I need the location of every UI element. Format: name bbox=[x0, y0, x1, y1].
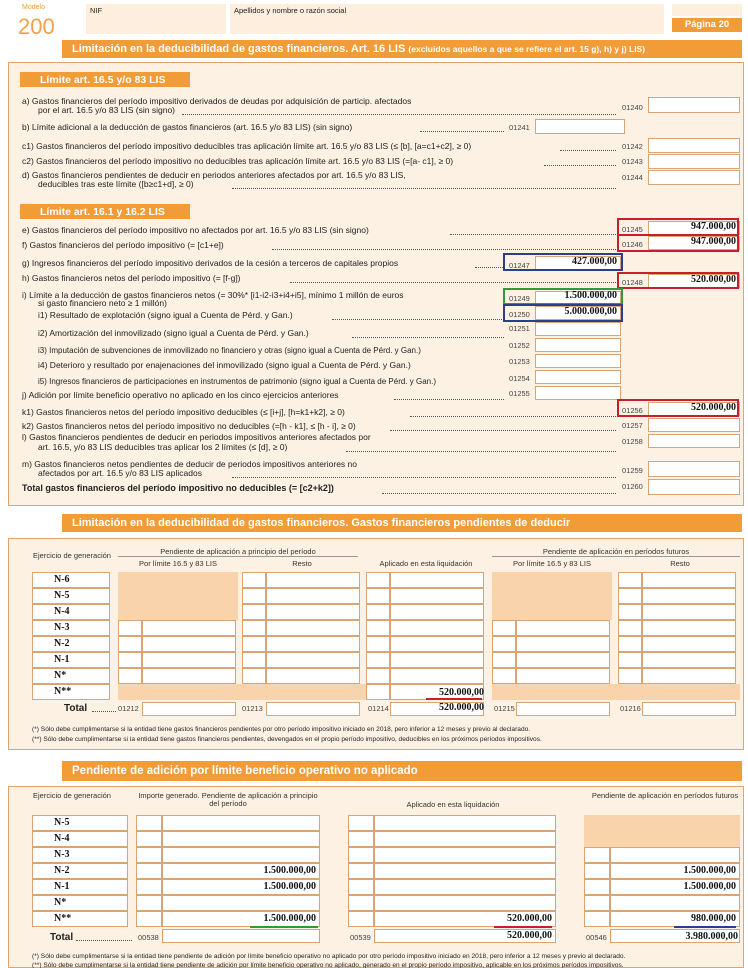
s3-tick-cell[interactable] bbox=[492, 668, 516, 684]
s3-shade-limite-left bbox=[118, 572, 238, 620]
section1-header: Límite art. 16.5 y/o 83 LIS bbox=[20, 72, 190, 87]
s3-value-cell[interactable] bbox=[642, 652, 736, 668]
code-01251: 01251 bbox=[509, 324, 530, 333]
s3-value-cell[interactable] bbox=[390, 652, 484, 668]
highlight-e-f-divider bbox=[617, 234, 739, 236]
modelo-number: 200 bbox=[18, 14, 55, 39]
s4-importe-cell[interactable] bbox=[162, 831, 320, 847]
s3-tick-cell[interactable] bbox=[242, 572, 266, 588]
s3-total-cell[interactable] bbox=[142, 702, 236, 716]
s3-nss-aplicado: 520.000,00 bbox=[439, 687, 484, 698]
value-01250: 5.000.000,00 bbox=[564, 306, 617, 317]
s3-tick-cell[interactable] bbox=[242, 652, 266, 668]
highlight-g bbox=[503, 253, 623, 271]
s4-note1: (*) Sólo debe cumplimentarse si la entidad tiene pendiente de adición por límite beneficio operativo no aplicado por otro período impositivo iniciado en 2018, pero inferior a 12 meses y previo al declarado. bbox=[32, 953, 626, 960]
field-01240[interactable] bbox=[648, 97, 740, 113]
s4-importe-cell[interactable] bbox=[162, 815, 320, 831]
line-a-dots bbox=[182, 114, 616, 115]
line-d-text2: deducibles tras este límite ([b≥c1+d], ≥ 0) bbox=[38, 179, 194, 189]
field-01260[interactable] bbox=[648, 479, 740, 495]
s4-tick-cell[interactable] bbox=[584, 879, 610, 895]
line-i5-text: i5) Ingresos financieros de participaciones en instrumentos de patrimonio (signo igual a Cuenta de Pérd. y Gan.) bbox=[38, 377, 436, 386]
code-01259: 01259 bbox=[622, 466, 643, 475]
section3-title: Limitación en la deducibilidad de gastos financieros. Gastos financieros pendientes de deducir bbox=[72, 517, 571, 529]
modelo-label: Modelo bbox=[22, 4, 45, 11]
s3-tick-cell[interactable] bbox=[118, 668, 142, 684]
s4-tick-cell[interactable] bbox=[136, 879, 162, 895]
field-01243[interactable] bbox=[648, 154, 740, 169]
line-c1-text: c1) Gastos financieros del período impositivo deducibles tras aplicación límite art. 16.5 y/o 83 LIS (≤ [b], [a=c1+c2], ≥ 0) bbox=[22, 141, 472, 151]
s4-aplicado-cell[interactable] bbox=[374, 879, 556, 895]
highlight-i bbox=[503, 288, 623, 305]
s3-value-cell[interactable] bbox=[390, 620, 484, 636]
s3-col-ejercicio: Ejercicio de generación bbox=[33, 551, 111, 560]
s3-value-cell[interactable] bbox=[516, 668, 610, 684]
s4-code-00546: 00546 bbox=[586, 933, 607, 942]
s4-tick-cell[interactable] bbox=[348, 879, 374, 895]
line-e-dots bbox=[450, 234, 616, 235]
s4-futuros-value: 980.000,00 bbox=[691, 913, 736, 924]
s3-value-cell[interactable] bbox=[390, 572, 484, 588]
s3-value-cell[interactable] bbox=[516, 636, 610, 652]
s4-futuros-cell[interactable] bbox=[610, 895, 740, 911]
s3-code-01213: 01213 bbox=[242, 704, 263, 713]
code-01244: 01244 bbox=[622, 173, 643, 182]
main-title bbox=[72, 43, 645, 55]
value-01245: 947.000,00 bbox=[691, 221, 736, 232]
s4-aplicado-value: 520.000,00 bbox=[507, 913, 552, 924]
s3-tick-cell[interactable] bbox=[242, 668, 266, 684]
s3-note2: (**) Sólo debe cumplimentarse si la entidad tiene gastos financieros pendientes, devengados en el propio período impositivo, deducibles en los próximos períodos impositivos. bbox=[32, 736, 542, 743]
field-01251[interactable] bbox=[535, 322, 621, 336]
s3-value-cell[interactable] bbox=[642, 620, 736, 636]
s4-year-label: N-1 bbox=[54, 881, 70, 892]
s3-tick-cell[interactable] bbox=[242, 604, 266, 620]
highlight-h bbox=[617, 272, 739, 289]
line-b-text: b) Límite adicional a la deducción de gastos financieros (art. 16.5 y/o 83 LIS) (sin signo) bbox=[22, 122, 353, 132]
line-b-dots bbox=[420, 131, 504, 132]
s4-aplicado-cell[interactable] bbox=[374, 863, 556, 879]
s3-shade-nss-right bbox=[492, 684, 740, 700]
s4-year-label: N** bbox=[54, 913, 72, 924]
s4-nss-aplicado-underline bbox=[494, 926, 552, 928]
s3-value-cell[interactable] bbox=[642, 572, 736, 588]
s3-tick-cell[interactable] bbox=[618, 620, 642, 636]
page-number: Página 20 bbox=[684, 19, 730, 30]
s3-total-cell[interactable] bbox=[516, 702, 610, 716]
s4-tick-cell[interactable] bbox=[136, 847, 162, 863]
main-title-text: Limitación en la deducibilidad de gastos financieros. Art. 16 LIS bbox=[72, 43, 406, 55]
s3-tick-cell[interactable] bbox=[492, 636, 516, 652]
field-01259[interactable] bbox=[648, 461, 740, 477]
code-01241: 01241 bbox=[509, 123, 530, 132]
field-01241[interactable] bbox=[535, 119, 625, 134]
s3-value-cell[interactable] bbox=[642, 636, 736, 652]
s3-year-label: N-5 bbox=[54, 590, 70, 601]
s4-tick-cell[interactable] bbox=[348, 911, 374, 927]
line-k1-dots bbox=[410, 416, 616, 417]
s3-code-01215: 01215 bbox=[494, 704, 515, 713]
code-01256: 01256 bbox=[622, 406, 643, 415]
s3-group-left: Pendiente de aplicación a principio del período bbox=[160, 547, 316, 556]
line-m-text: m) Gastos financieros netos pendientes de deducir de periodos impositivos anteriores no bbox=[22, 459, 357, 469]
s3-shade-limite-right bbox=[492, 572, 612, 620]
value-01249: 1.500.000,00 bbox=[564, 290, 617, 301]
s4-year-label: N-4 bbox=[54, 833, 70, 844]
code-01255: 01255 bbox=[509, 389, 530, 398]
line-c2-text: c2) Gastos financieros del período impositivo no deducibles tras aplicación límite art. 16.5 y/o 83 LIS (=[a- c1], ≥ 0) bbox=[22, 156, 454, 166]
s4-importe-cell[interactable] bbox=[162, 895, 320, 911]
s4-aplicado-cell[interactable] bbox=[374, 831, 556, 847]
line-l-text: l) Gastos financieros pendientes de deducir en periodos impositivos anteriores afectados por bbox=[22, 432, 371, 442]
s3-year-label: N-2 bbox=[54, 638, 70, 649]
s4-importe-value: 1.500.000,00 bbox=[263, 881, 316, 892]
s3-value-cell[interactable] bbox=[142, 636, 236, 652]
line-m-dots bbox=[232, 477, 616, 478]
s3-tick-cell[interactable] bbox=[242, 620, 266, 636]
s3-tick-cell[interactable] bbox=[492, 620, 516, 636]
s4-year-label: N* bbox=[54, 897, 67, 908]
line-d-dots bbox=[232, 188, 616, 189]
s3-col-limite-right: Por límite 16.5 y 83 LIS bbox=[513, 559, 591, 568]
total-line-text: Total gastos financieros del período impositivo no deducibles (= [c2+k2]) bbox=[22, 483, 334, 493]
line-j-dots bbox=[394, 399, 504, 400]
name-label: Apellidos y nombre o razón social bbox=[234, 6, 347, 15]
s4-col-ejercicio: Ejercicio de generación bbox=[33, 791, 111, 800]
s3-tick-cell[interactable] bbox=[618, 668, 642, 684]
s4-futuros-value: 1.500.000,00 bbox=[683, 865, 736, 876]
line-f-text: f) Gastos financieros del período impositivo (= [c1+e]) bbox=[22, 240, 224, 250]
s4-tick-cell[interactable] bbox=[136, 895, 162, 911]
s3-value-cell[interactable] bbox=[266, 652, 360, 668]
s3-group-right-rule bbox=[492, 556, 740, 557]
line-i1-dots bbox=[332, 319, 504, 320]
value-01247: 427.000,00 bbox=[572, 256, 617, 267]
s4-nss-futuros-underline bbox=[674, 926, 736, 928]
s4-tick-cell[interactable] bbox=[584, 895, 610, 911]
code-01249: 01249 bbox=[509, 294, 530, 303]
s3-year-label: N-3 bbox=[54, 622, 70, 633]
line-k2-dots bbox=[390, 430, 616, 431]
s4-tick-cell[interactable] bbox=[348, 863, 374, 879]
section2-header: Límite art. 16.1 y 16.2 LIS bbox=[20, 204, 190, 219]
s3-value-cell[interactable] bbox=[142, 668, 236, 684]
value-01246: 947.000,00 bbox=[691, 236, 736, 247]
s4-col-futuros: Pendiente de aplicación en períodos futuros bbox=[591, 791, 739, 800]
s3-group-left-rule bbox=[118, 556, 358, 557]
code-01254: 01254 bbox=[509, 374, 530, 383]
s4-importe-value: 1.500.000,00 bbox=[263, 913, 316, 924]
field-01257[interactable] bbox=[648, 418, 740, 432]
s4-futuros-cell[interactable] bbox=[610, 847, 740, 863]
s4-aplicado-cell[interactable] bbox=[374, 895, 556, 911]
s3-value-cell[interactable] bbox=[516, 620, 610, 636]
s3-value-cell[interactable] bbox=[266, 620, 360, 636]
value-01256: 520.000,00 bbox=[691, 402, 736, 413]
line-i1-text: i1) Resultado de explotación (signo igual a Cuenta de Pérd. y Gan.) bbox=[38, 310, 293, 320]
s4-futuros-value: 1.500.000,00 bbox=[683, 881, 736, 892]
s3-value-cell[interactable] bbox=[390, 668, 484, 684]
s4-tick-cell[interactable] bbox=[348, 815, 374, 831]
s4-tick-cell[interactable] bbox=[584, 911, 610, 927]
s3-tick-cell[interactable] bbox=[492, 652, 516, 668]
s3-year-label: N** bbox=[54, 686, 72, 697]
s3-tick-cell[interactable] bbox=[366, 604, 390, 620]
line-e-text: e) Gastos financieros del período impositivo no afectados por art. 16.5 y/o 83 LIS (sin signo) bbox=[22, 225, 369, 235]
line-f-dots bbox=[272, 249, 616, 250]
s4-tick-cell[interactable] bbox=[348, 847, 374, 863]
s4-note2: (**) Sólo debe cumplimentarse si la entidad tiene pendiente de adición por límite beneficio operativo no aplicado, generado en el propio período impositivo, aplicable en los próximos períodos impositivos. bbox=[32, 962, 624, 968]
code-01240: 01240 bbox=[622, 103, 643, 112]
s4-importe-cell[interactable] bbox=[162, 847, 320, 863]
s4-tick-cell[interactable] bbox=[136, 911, 162, 927]
s3-value-cell[interactable] bbox=[642, 668, 736, 684]
s3-value-cell[interactable] bbox=[266, 604, 360, 620]
s4-code-00538: 00538 bbox=[138, 933, 159, 942]
s3-group-right: Pendiente de aplicación en períodos futuros bbox=[542, 547, 690, 556]
line-i4-text: i4) Deterioro y resultado por enajenaciones del inmovilizado (signo igual a Cuenta de Pérd. y Gan.) bbox=[38, 360, 411, 370]
nif-label: NIF bbox=[90, 6, 103, 15]
s4-year-label: N-3 bbox=[54, 849, 70, 860]
s3-tick-cell[interactable] bbox=[366, 668, 390, 684]
s4-aplicado-cell[interactable] bbox=[374, 847, 556, 863]
line-h-text: h) Gastos financieros netos del período impositivo (= [f-g]) bbox=[22, 273, 241, 283]
s3-value-cell[interactable] bbox=[390, 604, 484, 620]
code-01247: 01247 bbox=[509, 261, 530, 270]
s3-total-cell[interactable] bbox=[642, 702, 736, 716]
s3-value-cell[interactable] bbox=[642, 588, 736, 604]
s3-tick-cell[interactable] bbox=[242, 636, 266, 652]
s4-col-importe: Importe generado. Pendiente de aplicación a principio del período bbox=[138, 791, 318, 808]
line-a-text2: por el art. 16.5 y/o 83 LIS (sin signo) bbox=[38, 105, 176, 115]
s3-value-cell[interactable] bbox=[516, 652, 610, 668]
s3-tick-cell[interactable] bbox=[618, 588, 642, 604]
field-01258[interactable] bbox=[648, 434, 740, 448]
highlight-i1 bbox=[503, 304, 623, 322]
line-k2-text: k2) Gastos financieros netos del período impositivo no deducibles (=[h - k1], ≤ [h - i], ≥ 0) bbox=[22, 421, 356, 431]
s3-tick-cell[interactable] bbox=[118, 620, 142, 636]
line-m-text2: afectados por art. 16.5 y/o 83 LIS aplicados bbox=[38, 468, 202, 478]
s3-tick-cell[interactable] bbox=[618, 652, 642, 668]
section4-title: Pendiente de adición por límite beneficio operativo no aplicado bbox=[72, 765, 418, 777]
s4-year-label: N-5 bbox=[54, 817, 70, 828]
s3-value-cell[interactable] bbox=[642, 604, 736, 620]
s3-col-resto-right: Resto bbox=[670, 559, 690, 568]
main-title-small: (excluidos aquellos a que se refiere el art. 15 g), h) y j) LIS) bbox=[408, 44, 646, 54]
s3-value-cell[interactable] bbox=[142, 652, 236, 668]
s3-tick-cell[interactable] bbox=[618, 572, 642, 588]
s3-value-cell[interactable] bbox=[390, 588, 484, 604]
line-l-text2: art. 16.5, y/o 83 LIS deducibles tras aplicar los 2 límites (≤ [d], ≥ 0) bbox=[38, 442, 288, 452]
code-01260: 01260 bbox=[622, 482, 643, 491]
line-g-dots bbox=[475, 267, 503, 268]
s4-nss-importe-underline bbox=[250, 926, 318, 928]
s3-total-label: Total bbox=[64, 703, 88, 714]
s3-tick-cell[interactable] bbox=[366, 652, 390, 668]
s4-tick-cell[interactable] bbox=[136, 863, 162, 879]
s3-year-label: N-6 bbox=[54, 574, 70, 585]
s4-total-dots bbox=[76, 940, 132, 941]
s3-tick-cell[interactable] bbox=[118, 636, 142, 652]
s3-note1: (*) Sólo debe cumplimentarse si la entidad tiene gastos financieros pendientes por otro período impositivo iniciado en 2018, pero inferior a 12 meses y previo al declarado. bbox=[32, 726, 531, 733]
s3-year-label: N-4 bbox=[54, 606, 70, 617]
s3-col-limite-left: Por límite 16.5 y 83 LIS bbox=[139, 559, 217, 568]
highlight-k1 bbox=[617, 399, 739, 417]
s4-tick-cell[interactable] bbox=[136, 831, 162, 847]
line-a-text: a) Gastos financieros del período impositivo derivados de deudas por adquisición de particip. afectados bbox=[22, 96, 412, 106]
s3-total-aplicado: 520.000,00 bbox=[439, 702, 484, 713]
s4-total-label: Total bbox=[50, 932, 74, 943]
s4-tick-cell[interactable] bbox=[136, 815, 162, 831]
field-01253[interactable] bbox=[535, 354, 621, 368]
s3-tick-cell[interactable] bbox=[366, 620, 390, 636]
code-01252: 01252 bbox=[509, 341, 530, 350]
field-01242[interactable] bbox=[648, 138, 740, 153]
s3-code-01216: 01216 bbox=[620, 704, 641, 713]
page-badge-top bbox=[672, 4, 742, 16]
s3-total-dots bbox=[92, 711, 116, 712]
s3-tick-cell[interactable] bbox=[366, 588, 390, 604]
total-line-dots bbox=[382, 493, 616, 494]
s3-nss-underline bbox=[426, 698, 482, 700]
s3-value-cell[interactable] bbox=[266, 668, 360, 684]
code-01246: 01246 bbox=[622, 240, 643, 249]
s3-tick-cell[interactable] bbox=[366, 684, 390, 700]
code-01258: 01258 bbox=[622, 437, 643, 446]
code-01253: 01253 bbox=[509, 357, 530, 366]
s3-tick-cell[interactable] bbox=[618, 636, 642, 652]
line-h-dots bbox=[290, 282, 616, 283]
s3-value-cell[interactable] bbox=[266, 636, 360, 652]
line-j-text: j) Adición por límite beneficio operativo no aplicado en los cinco ejercicios anteriores bbox=[22, 390, 339, 400]
s4-shade-futuros-top bbox=[584, 815, 740, 847]
s3-value-cell[interactable] bbox=[390, 636, 484, 652]
field-01252[interactable] bbox=[535, 338, 621, 352]
s4-total-futuros: 3.980.000,00 bbox=[685, 931, 738, 942]
s3-value-cell[interactable] bbox=[142, 620, 236, 636]
line-d-text: d) Gastos financieros pendientes de deducir en periodos anteriores afectados por art. 16.5 y/o 83 LIS, bbox=[22, 170, 406, 180]
s3-total-cell[interactable] bbox=[266, 702, 360, 716]
code-01257: 01257 bbox=[622, 421, 643, 430]
s3-code-01212: 01212 bbox=[118, 704, 139, 713]
s4-aplicado-cell[interactable] bbox=[374, 815, 556, 831]
s3-col-aplicado: Aplicado en esta liquidación bbox=[379, 559, 473, 568]
s4-tick-cell[interactable] bbox=[348, 831, 374, 847]
s3-code-01214: 01214 bbox=[368, 704, 389, 713]
code-01242: 01242 bbox=[622, 142, 643, 151]
value-01248: 520.000,00 bbox=[691, 274, 736, 285]
s4-total-cell[interactable] bbox=[162, 929, 320, 943]
s3-tick-cell[interactable] bbox=[366, 572, 390, 588]
s4-tick-cell[interactable] bbox=[584, 847, 610, 863]
s4-tick-cell[interactable] bbox=[584, 863, 610, 879]
s3-tick-cell[interactable] bbox=[618, 604, 642, 620]
s4-code-00539: 00539 bbox=[350, 933, 371, 942]
s4-total-aplicado: 520.000,00 bbox=[507, 930, 552, 941]
line-i2-text: i2) Amortización del inmovilizado (signo igual a Cuenta de Pérd. y Gan.) bbox=[38, 328, 309, 338]
s3-year-label: N-1 bbox=[54, 654, 70, 665]
line-i-text2: si gasto financiero neto ≥ 1 millón) bbox=[38, 298, 167, 308]
s4-year-label: N-2 bbox=[54, 865, 70, 876]
s3-year-label: N* bbox=[54, 670, 67, 681]
line-k1-text: k1) Gastos financieros netos del período impositivo deducibles (≤ [i+j], [h=k1+k2], ≥ 0) bbox=[22, 407, 345, 417]
field-01244[interactable] bbox=[648, 170, 740, 185]
code-01243: 01243 bbox=[622, 157, 643, 166]
code-01245: 01245 bbox=[622, 225, 643, 234]
s3-tick-cell[interactable] bbox=[366, 636, 390, 652]
line-g-text: g) Ingresos financieros del período impositivo derivados de la cesión a terceros de capitales propios bbox=[22, 258, 399, 268]
s4-tick-cell[interactable] bbox=[348, 895, 374, 911]
line-c2-dots bbox=[544, 165, 616, 166]
s3-tick-cell[interactable] bbox=[118, 652, 142, 668]
nif-field[interactable] bbox=[86, 4, 226, 34]
line-i-text: i) Límite a la deducción de gastos financieros netos (= 30%* [i1-i2-i3+i4+i5], mínimo 1 millón de euros bbox=[22, 290, 404, 300]
s4-col-aplicado: Aplicado en esta liquidación bbox=[406, 800, 500, 809]
line-l-dots bbox=[346, 451, 616, 452]
line-c1-dots bbox=[560, 150, 616, 151]
s4-importe-value: 1.500.000,00 bbox=[263, 865, 316, 876]
s3-value-cell[interactable] bbox=[266, 572, 360, 588]
code-01248: 01248 bbox=[622, 278, 643, 287]
s3-tick-cell[interactable] bbox=[242, 588, 266, 604]
s3-col-resto-left: Resto bbox=[292, 559, 312, 568]
field-01254[interactable] bbox=[535, 370, 621, 384]
line-i3-text: i3) Imputación de subvenciones de inmovilizado no financiero y otras (signo igual a Cuenta de Pérd. y Gan.) bbox=[38, 346, 421, 355]
line-i2-dots bbox=[352, 337, 504, 338]
code-01250: 01250 bbox=[509, 310, 530, 319]
s3-value-cell[interactable] bbox=[266, 588, 360, 604]
field-01255[interactable] bbox=[535, 386, 621, 400]
s3-shade-nss-left bbox=[118, 684, 366, 700]
